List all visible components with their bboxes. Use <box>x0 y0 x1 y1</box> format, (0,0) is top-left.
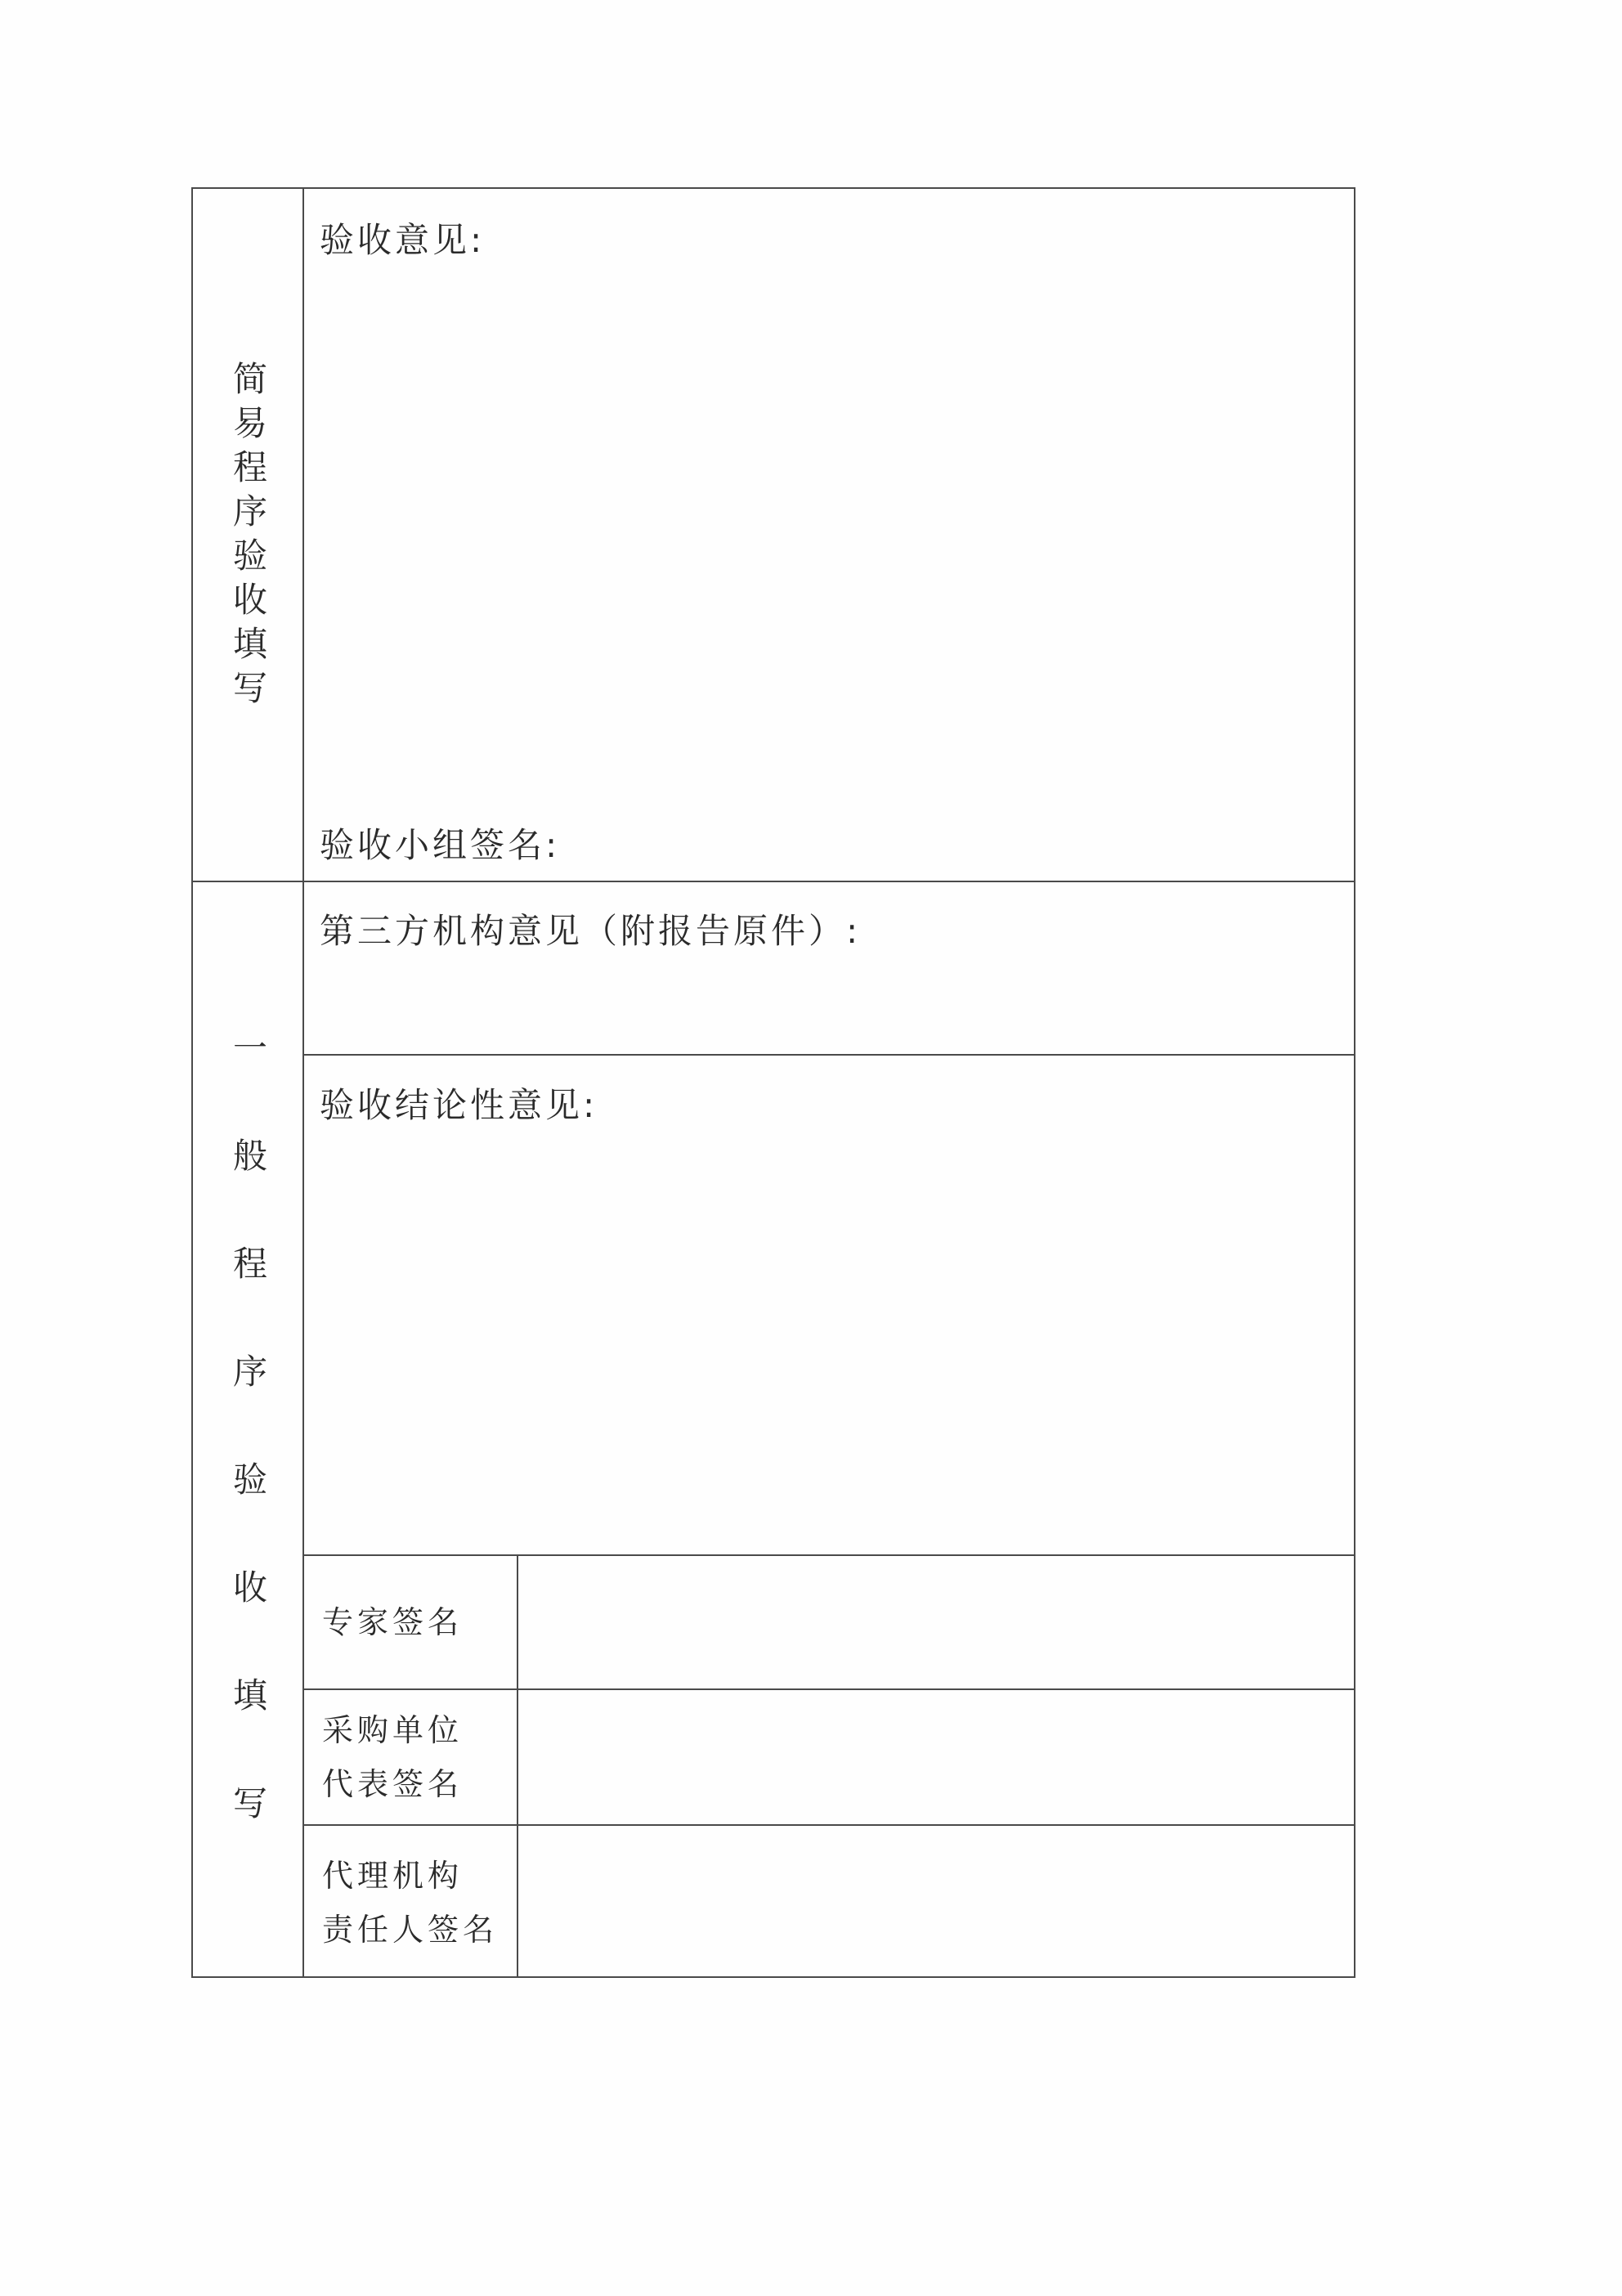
side-label-char: 易 <box>232 403 267 443</box>
conclusion-divider <box>302 1554 1354 1556</box>
signature-label-line: 专家签名 <box>322 1604 464 1640</box>
side-label-char: 写 <box>232 1783 267 1823</box>
conclusion-opinion-area[interactable] <box>307 1137 1351 1546</box>
side-label-char: 程 <box>232 447 267 487</box>
simple-procedure-side-label <box>226 359 275 708</box>
signature-label-line: 责任人签名 <box>322 1912 499 1948</box>
section-divider <box>193 881 1354 882</box>
purchaser-signature-field[interactable] <box>522 1693 1351 1821</box>
label-column-divider <box>302 189 304 1976</box>
third-party-opinion-area[interactable] <box>307 957 1351 1047</box>
acceptance-opinion-area[interactable] <box>307 271 1351 794</box>
third-party-opinion-label: 第三方机构意见（附报告原件）: <box>320 911 862 951</box>
side-label-char: 填 <box>232 1675 267 1715</box>
group-signature-label: 验收小组签名: <box>320 825 561 865</box>
side-label-char: 序 <box>232 491 267 531</box>
expert-signature-label <box>322 1595 463 1649</box>
acceptance-form-table <box>191 187 1355 1978</box>
signature-label-line: 代表签名 <box>322 1766 464 1802</box>
expert-signature-field[interactable] <box>522 1559 1351 1685</box>
purchaser-signature-label <box>322 1703 463 1811</box>
side-label-char: 简 <box>232 359 267 399</box>
side-label-char: 程 <box>232 1244 267 1284</box>
conclusion-opinion-label: 验收结论性意见: <box>320 1085 598 1125</box>
side-label-char: 写 <box>232 668 267 708</box>
third-party-divider <box>302 1054 1354 1056</box>
general-procedure-side-label <box>226 1028 275 1823</box>
side-label-char: 验 <box>232 1460 267 1500</box>
signature-row-divider-2 <box>302 1824 1354 1826</box>
agency-signature-label <box>322 1849 498 1957</box>
signature-row-divider-1 <box>302 1688 1354 1690</box>
side-label-char: 收 <box>232 1567 267 1608</box>
side-label-char: 验 <box>232 536 267 576</box>
signature-label-line: 采购单位 <box>322 1712 464 1748</box>
side-label-char: 序 <box>232 1352 267 1392</box>
side-label-char: 般 <box>232 1136 267 1176</box>
side-label-char: 填 <box>232 624 267 664</box>
signature-column-divider <box>517 1554 518 1976</box>
side-label-char: 一 <box>232 1028 267 1068</box>
acceptance-opinion-label: 验收意见: <box>320 220 486 260</box>
side-label-char: 收 <box>232 580 267 620</box>
signature-label-line: 代理机构 <box>322 1858 464 1894</box>
agency-signature-field[interactable] <box>522 1829 1351 1973</box>
